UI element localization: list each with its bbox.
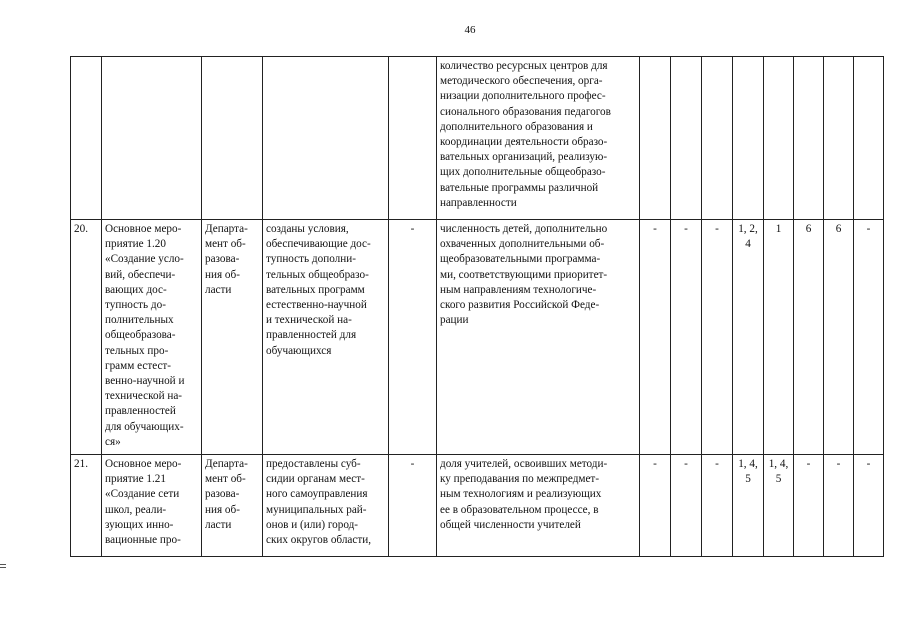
table-row (71, 57, 884, 220)
value-cell (671, 57, 702, 220)
table-row (71, 455, 884, 557)
result-cell: предоставлены суб- сидии органам мест- ного самоуправления муниципальных рай- онов и (или) город- ских округов области, (263, 455, 389, 557)
value-cell: - (640, 220, 671, 455)
activities-table (70, 56, 884, 557)
executor-cell: Департа- мент об- разова- ния об- ласти (202, 220, 263, 455)
indicator-cell: доля учителей, освоивших методи- ку преподавания по межпредмет- ным технологиям и реализующих ее в образовательном процессе, в общей численности учителей (437, 455, 640, 557)
value-cell: - (640, 455, 671, 557)
value-cell: - (794, 455, 824, 557)
row-number-cell: 20. (71, 220, 102, 455)
indicator-cell: количество ресурсных центров для методического обеспечения, орга- низации дополнительного профес- сионального образования педагогов дополнительного образования и координации деятельности образо- вательных организаций, реализую- щих дополнительные общеобразо- вательные программы различной направленности (437, 57, 640, 220)
value-cell: 6 (794, 220, 824, 455)
value-cell: - (702, 455, 733, 557)
event-cell: Основное меро- приятие 1.20 «Создание усло- вий, обеспечи- вающих дос- тупность до- полнительных общеобразова- тельных про- грамм естест- венно-научной и технической на- правленностей для обучающих- ся» (102, 220, 202, 455)
event-cell (102, 57, 202, 220)
value-cell (640, 57, 671, 220)
value-cell: 1, 4, 5 (764, 455, 794, 557)
value-cell: - (389, 455, 437, 557)
value-cell: - (671, 455, 702, 557)
value-cell: 6 (824, 220, 854, 455)
value-cell: 1 (764, 220, 794, 455)
value-cell: - (854, 455, 884, 557)
value-cell (389, 57, 437, 220)
row-number-cell (71, 57, 102, 220)
value-cell: - (824, 455, 854, 557)
result-cell: созданы условия, обеспечивающие дос- тупность дополни- тельных общеобразо- вательных программ естественно-научной и технической на- правленностей для обучающихся (263, 220, 389, 455)
event-cell: Основное меро- приятие 1.21 «Создание сети школ, реали- зующих инно- вационные про- (102, 455, 202, 557)
value-cell (764, 57, 794, 220)
value-cell: 1, 4, 5 (733, 455, 764, 557)
row-number-cell: 21. (71, 455, 102, 557)
table-row (71, 220, 884, 455)
value-cell (702, 57, 733, 220)
value-cell (824, 57, 854, 220)
executor-cell (202, 57, 263, 220)
margin-mark (0, 564, 6, 572)
indicator-cell: численность детей, дополнительно охваченных дополнительными об- щеобразовательными программа- ми, соответствующими приоритет- ным направлениям технологиче- ского развития Российской Феде- рации (437, 220, 640, 455)
value-cell: - (389, 220, 437, 455)
page-number: 46 (464, 24, 476, 36)
executor-cell: Департа- мент об- разова- ния об- ласти (202, 455, 263, 557)
value-cell (733, 57, 764, 220)
value-cell (854, 57, 884, 220)
value-cell: - (702, 220, 733, 455)
value-cell: - (854, 220, 884, 455)
value-cell (794, 57, 824, 220)
value-cell: 1, 2, 4 (733, 220, 764, 455)
result-cell (263, 57, 389, 220)
value-cell: - (671, 220, 702, 455)
